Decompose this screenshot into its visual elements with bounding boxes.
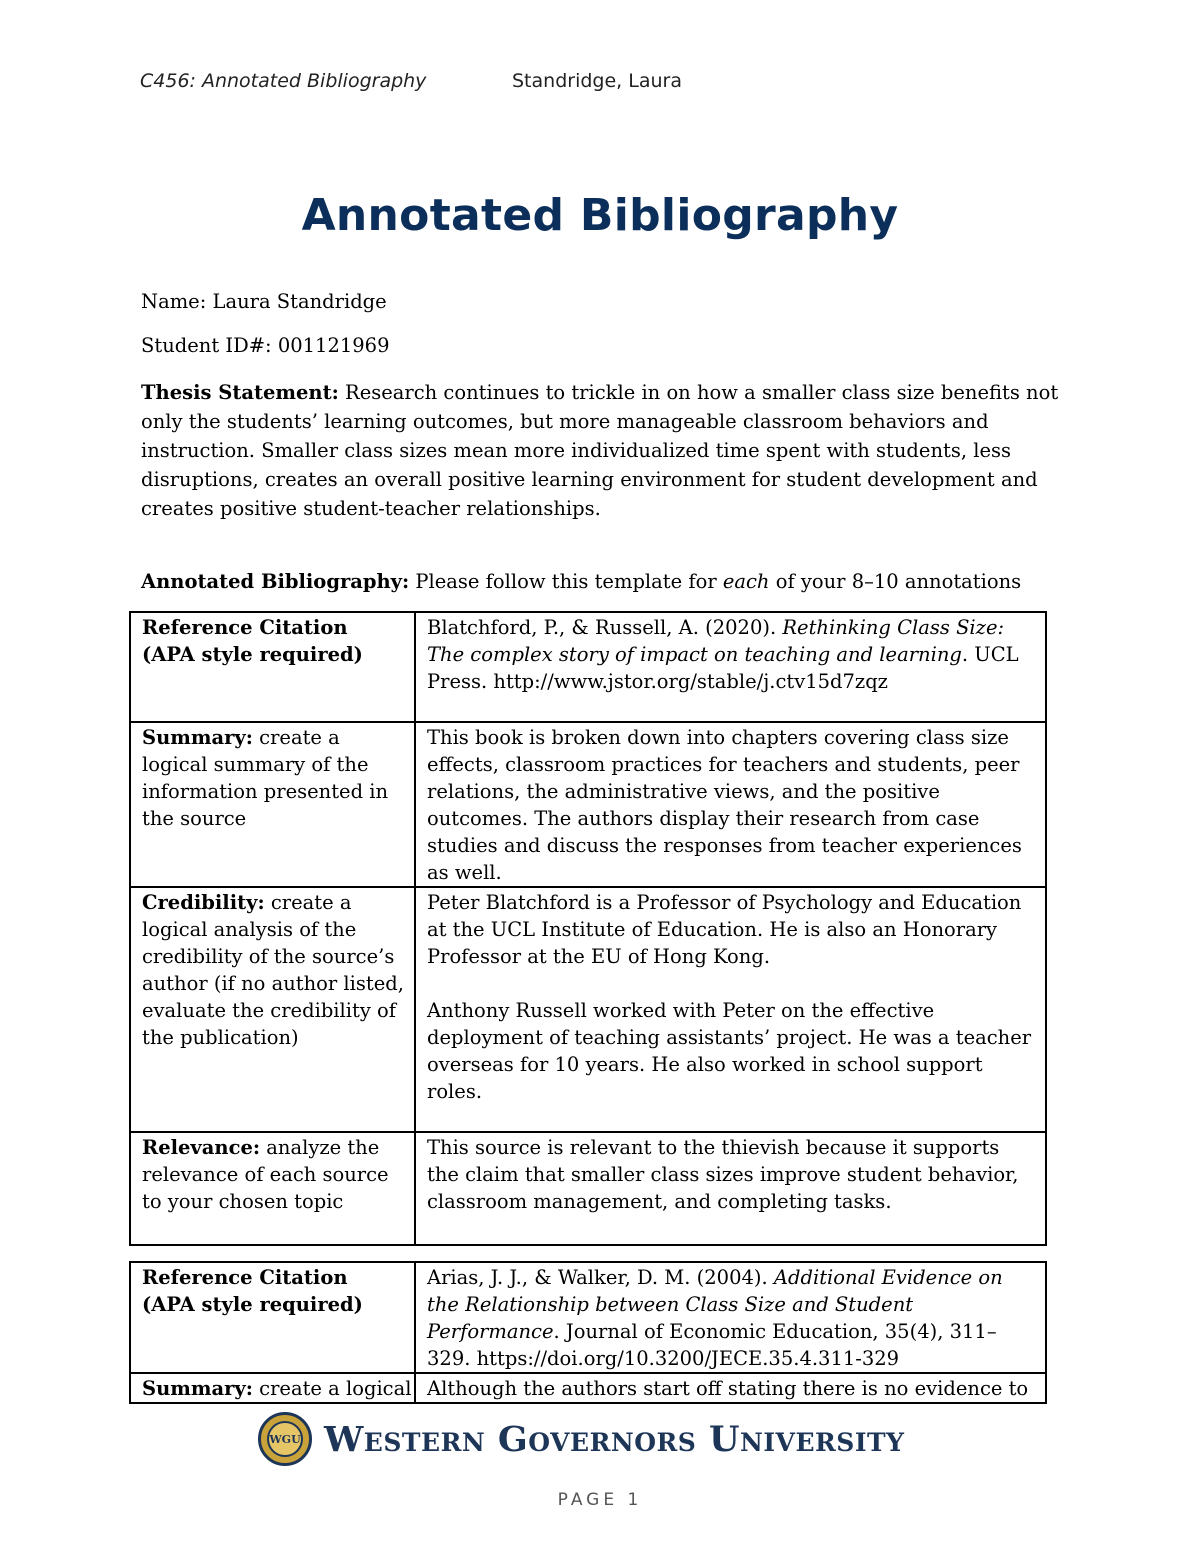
table-row: [130, 722, 1046, 887]
credibility-instructions: create a logical analysis of the credibility of the source’s author (if no author listed, evaluate the credibility of the publication): [142, 891, 404, 1049]
credibility-paragraph: Peter Blatchford is a Professor of Psychology and Education at the UCL Institute of Education. He is also an Honorary Professor at the EU of Hong Kong.: [427, 891, 1022, 968]
relevance-label-cell: [130, 1132, 415, 1245]
summary-label: Summary:: [142, 726, 253, 749]
citation-label-cell: [130, 1262, 415, 1373]
student-id-label: Student ID#:: [141, 334, 272, 357]
template-note-after: of your 8–10 annotations: [775, 570, 1022, 593]
document-title: Annotated Bibliography: [301, 190, 899, 241]
name-label: Name:: [141, 290, 207, 313]
summary-cell: Although the authors start off stating there is no evidence to: [415, 1373, 1046, 1403]
relevance-instructions: analyze the relevance of each source to your chosen topic: [142, 1136, 389, 1213]
citation-label-cell: [130, 612, 415, 722]
citation-publisher: . UCL Press. http://www.jstor.org/stable/j.ctv15d7zqz: [427, 643, 1019, 693]
thesis-label: Thesis Statement:: [141, 381, 339, 404]
relevance-label: Relevance:: [142, 1136, 261, 1159]
summary-label-cell: [130, 1373, 415, 1403]
summary-instructions: create a logical summary of the information presented in the source: [142, 726, 389, 830]
citation-publisher: . Journal of Economic Education, 35(4), 311–329. https://doi.org/10.3200/JECE.35.4.311-329: [427, 1320, 997, 1370]
summary-cell: This book is broken down into chapters covering class size effects, classroom practices for teachers and students, peer relations, the administrative views, and the positive outcomes. The authors display their research from case studies and discuss the responses from teacher experiences as well.: [415, 722, 1046, 887]
relevance-cell: This source is relevant to the thievish because it supports the claim that smaller class sizes improve student behavior, classroom management, and completing tasks.: [415, 1132, 1046, 1245]
citation-cell: [415, 612, 1046, 722]
course-title: C456: Annotated Bibliography: [140, 70, 427, 92]
summary-instructions: create a logical: [259, 1377, 412, 1400]
template-note-before: Please follow this template for: [415, 570, 717, 593]
citation-title: Rethinking Class Size: The complex story of impact on teaching and learning: [427, 616, 1005, 666]
table-row: [130, 1373, 1046, 1403]
template-note-emphasis: each: [722, 570, 770, 593]
credibility-paragraph: Anthony Russell worked with Peter on the effective deployment of teaching assistants’ project. He was a teacher overseas for 10 years. He also worked in school support roles.: [427, 999, 1032, 1103]
annotation-table-2: [129, 1261, 1047, 1404]
citation-label: Reference Citation (APA style required): [142, 1266, 363, 1316]
citation-label: Reference Citation (APA style required): [142, 616, 363, 666]
page-number: PAGE 1: [557, 1490, 643, 1510]
template-note: [141, 567, 1061, 596]
thesis-text: Research continues to trickle in on how a smaller class size benefits not only the students’ learning outcomes, but more manageable classroom behaviors and instruction. Smaller class sizes mean more individualized time spent with students, less disruptions, creates an overall positive learning environment for student development and creates positive student-teacher relationships.: [141, 381, 1059, 520]
wgu-wordmark: Western Governors University: [324, 1418, 905, 1460]
summary-label: Summary:: [142, 1377, 253, 1400]
credibility-cell: [415, 887, 1046, 1132]
student-id-field: [141, 334, 390, 357]
citation-authors: Arias, J. J., & Walker, D. M. (2004).: [427, 1266, 768, 1289]
thesis-statement: [141, 378, 1061, 523]
citation-authors: Blatchford, P., & Russell, A. (2020).: [427, 616, 777, 639]
annotation-table-1: [129, 611, 1047, 1246]
citation-title: Additional Evidence on the Relationship between Class Size and Student Performance: [427, 1266, 1003, 1343]
table-row: [130, 1132, 1046, 1245]
table-row: [130, 1262, 1046, 1373]
credibility-label: Credibility:: [142, 891, 265, 914]
wgu-logo: [258, 1412, 904, 1466]
name-value: Laura Standridge: [212, 290, 387, 313]
name-field: [141, 290, 387, 313]
wgu-seal-icon: [258, 1412, 312, 1466]
credibility-label-cell: [130, 887, 415, 1132]
citation-cell: [415, 1262, 1046, 1373]
table-row: [130, 612, 1046, 722]
table-row: [130, 887, 1046, 1132]
student-id-value: 001121969: [277, 334, 390, 357]
template-note-label: Annotated Bibliography:: [141, 570, 410, 593]
seal-text: WGU: [267, 1421, 303, 1457]
page-header: [140, 70, 682, 92]
summary-label-cell: [130, 722, 415, 887]
header-author: Standridge, Laura: [512, 70, 682, 92]
